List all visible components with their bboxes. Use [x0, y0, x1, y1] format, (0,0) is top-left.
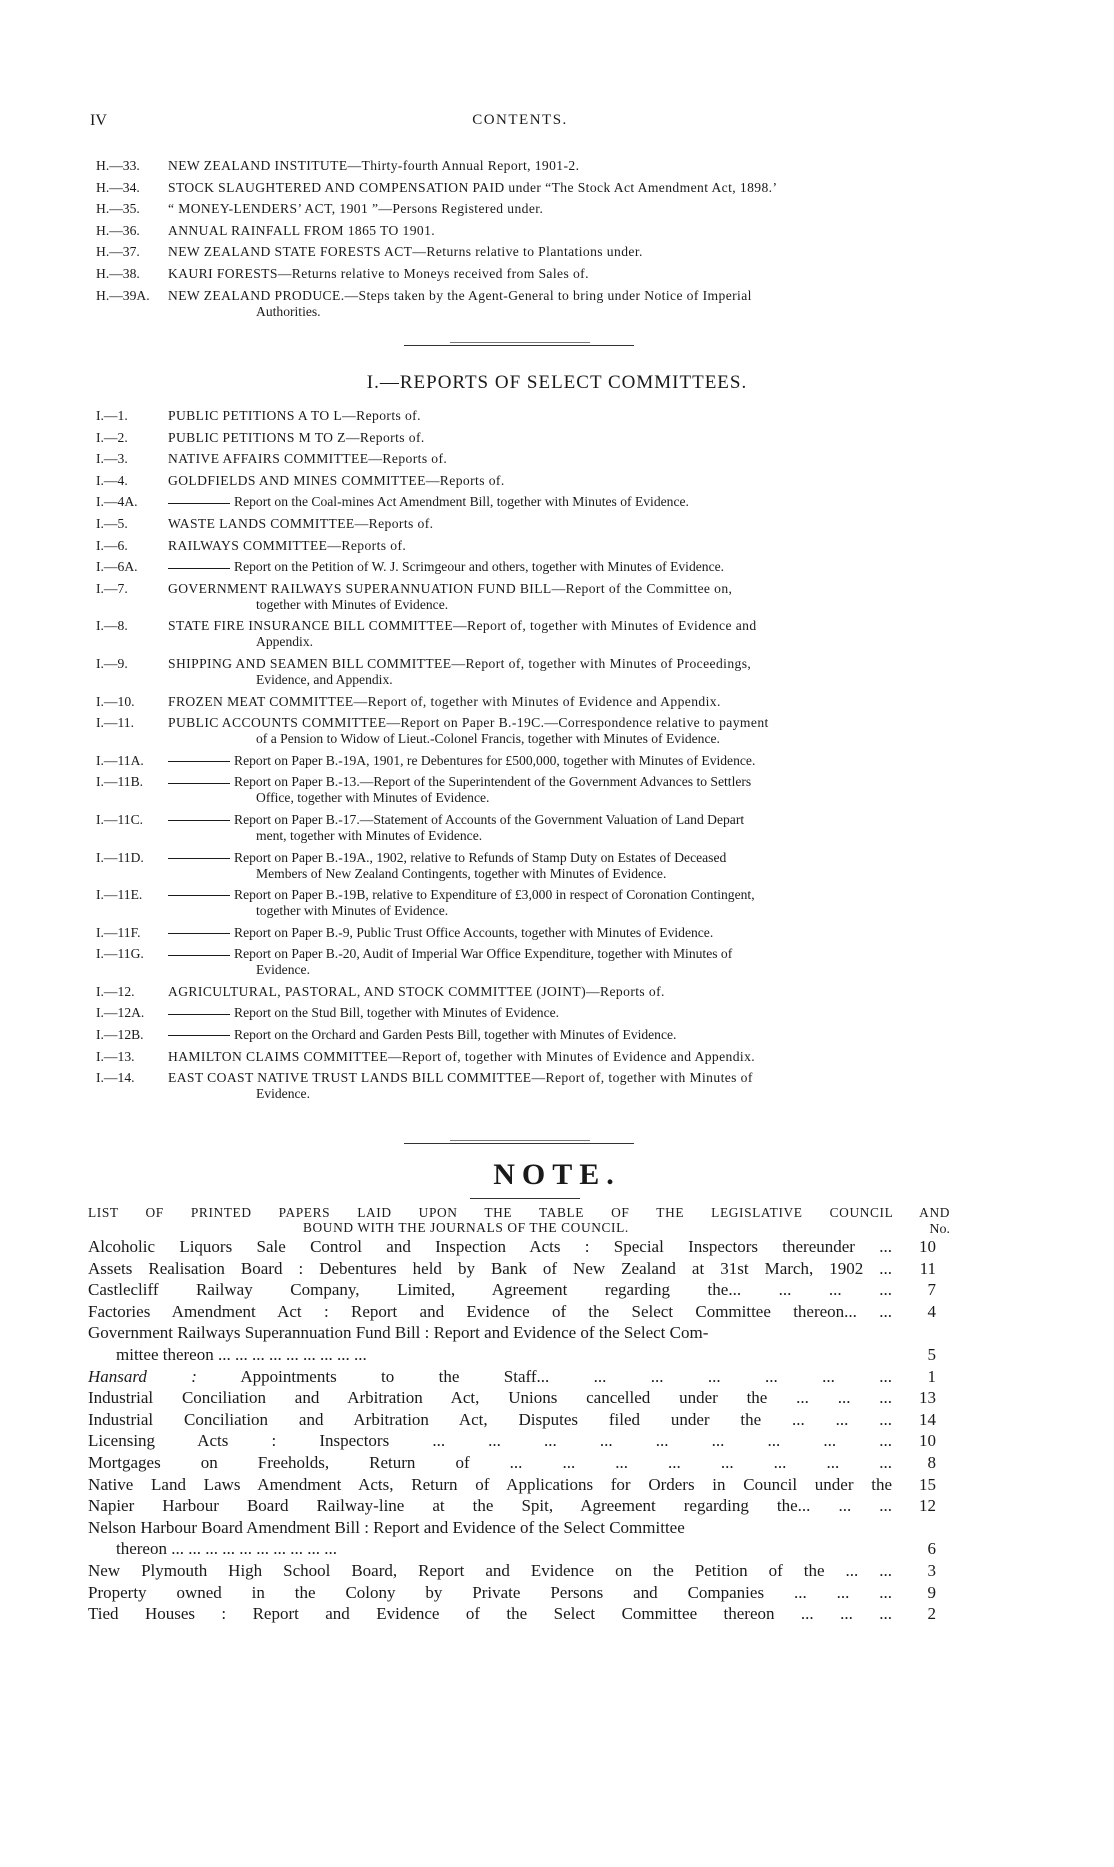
paper-code: H.—33.	[96, 158, 140, 173]
printed-paper-title	[88, 1279, 892, 1301]
printed-paper-title	[88, 1582, 892, 1604]
paper-code: I.—11G.	[96, 946, 144, 962]
printed-paper-item	[88, 1603, 950, 1625]
paper-title-text: STATE FIRE INSURANCE BILL COMMITTEE—Report of, together with Minutes of Evidence and	[168, 618, 757, 634]
printed-papers-list	[88, 1236, 950, 1625]
paper-title	[168, 266, 956, 282]
printed-paper-title-text: Licensing Acts : Inspectors ... ... ... ... ... ... ... ... ...	[88, 1431, 892, 1451]
printed-paper-number: 14	[919, 1409, 936, 1429]
paper-title-continuation: Members of New Zealand Contingents, together with Minutes of Evidence.	[256, 865, 667, 881]
paper-title	[168, 1070, 956, 1086]
paper-entry	[96, 494, 956, 510]
paper-title-text: “ MONEY-LENDERS’ ACT, 1901 ”—Persons Registered under.	[168, 201, 544, 217]
paper-code: H.—35.	[96, 201, 140, 217]
paper-entry	[96, 946, 956, 978]
paper-title-text: GOLDFIELDS AND MINES COMMITTEE—Reports of.	[168, 472, 505, 488]
printed-paper-item	[88, 1582, 950, 1604]
printed-paper-title-text: Tied Houses : Report and Evidence of the Select Committee thereon ... ... ...	[88, 1604, 892, 1624]
i-papers-list	[96, 408, 956, 1108]
paper-entry	[96, 538, 956, 554]
printed-paper-number: 8	[927, 1452, 936, 1472]
paper-title-text: KAURI FORESTS—Returns relative to Moneys received from Sales of.	[168, 265, 589, 281]
paper-entry	[96, 850, 956, 882]
paper-code: I.—3.	[96, 451, 128, 467]
paper-entry	[96, 516, 956, 532]
note-heading-line2: BOUND WITH THE JOURNALS OF THE COUNCIL.	[303, 1220, 629, 1235]
paper-title-text: HAMILTON CLAIMS COMMITTEE—Report of, together with Minutes of Evidence and Appendix.	[168, 1048, 756, 1064]
ditto-dash	[168, 933, 230, 934]
paper-title-text: NEW ZEALAND PRODUCE.—Steps taken by the Agent-General to bring under Notice of Imperial	[168, 287, 752, 303]
printed-paper-title	[88, 1387, 892, 1409]
paper-title	[168, 715, 956, 731]
ditto-dash	[168, 895, 230, 896]
printed-paper-title	[88, 1236, 892, 1258]
paper-title-text: Report on Paper B.-17.—Statement of Accounts of the Government Valuation of Land Depart	[234, 811, 745, 827]
paper-title-text: RAILWAYS COMMITTEE—Reports of.	[168, 537, 407, 553]
paper-title	[168, 158, 956, 174]
paper-code: I.—11A.	[96, 752, 144, 768]
paper-entry	[96, 158, 956, 174]
printed-paper-title	[88, 1603, 892, 1625]
note-divider	[404, 1143, 634, 1144]
printed-paper-title-text: Industrial Conciliation and Arbitration Act, Unions cancelled under the ... ... ...	[88, 1388, 892, 1408]
paper-code: I.—10.	[96, 693, 135, 709]
printed-paper-number: 1	[927, 1366, 936, 1386]
printed-paper-number: 9	[927, 1582, 936, 1602]
paper-entry	[96, 581, 956, 613]
printed-paper-title	[88, 1452, 892, 1474]
paper-title-text: SHIPPING AND SEAMEN BILL COMMITTEE—Report of, together with Minutes of Proceedings,	[168, 655, 752, 671]
paper-code: I.—1.	[96, 408, 128, 423]
printed-paper-title-text: Nelson Harbour Board Amendment Bill : Report and Evidence of the Select Committee	[88, 1517, 685, 1537]
paper-code: I.—5.	[96, 515, 128, 531]
ditto-dash	[168, 1014, 230, 1015]
paper-code: I.—13.	[96, 1048, 135, 1064]
paper-title-text: Report on the Coal-mines Act Amendment Bill, together with Minutes of Evidence.	[234, 494, 689, 510]
paper-title-continuation: together with Minutes of Evidence.	[256, 596, 449, 612]
paper-title-continuation: together with Minutes of Evidence.	[256, 903, 449, 919]
paper-entry	[96, 451, 956, 467]
paper-title	[168, 223, 956, 239]
paper-code: I.—11B.	[96, 774, 144, 790]
printed-paper-number: 11	[919, 1258, 936, 1278]
paper-title	[168, 1049, 956, 1065]
printed-paper-item	[88, 1452, 950, 1474]
paper-title-text: AGRICULTURAL, PASTORAL, AND STOCK COMMITTEE (JOINT)—Reports of.	[168, 983, 665, 999]
printed-paper-number: 3	[927, 1560, 936, 1580]
paper-title	[168, 925, 956, 941]
page-title: CONTENTS.	[472, 112, 568, 128]
printed-paper-item	[88, 1495, 950, 1517]
paper-title	[168, 694, 956, 710]
section-title: I.—REPORTS OF SELECT COMMITTEES.	[366, 372, 748, 393]
paper-code: I.—11E.	[96, 887, 143, 903]
section-divider	[404, 345, 634, 346]
paper-title-text: Report on Paper B.-13.—Report of the Superintendent of the Government Advances to Settlers	[234, 774, 752, 790]
paper-entry	[96, 473, 956, 489]
paper-entry	[96, 774, 956, 806]
paper-title-text: Report on Paper B.-20, Audit of Imperial War Office Expenditure, together with Minutes of	[234, 946, 733, 962]
paper-entry	[96, 244, 956, 260]
paper-code: H.—37.	[96, 244, 140, 260]
paper-title-text: Report on Paper B.-9, Public Trust Office Accounts, together with Minutes of Evidence.	[234, 924, 714, 940]
paper-title-text: NEW ZEALAND INSTITUTE—Thirty-fourth Annual Report, 1901-2.	[168, 158, 580, 173]
ditto-dash	[168, 1035, 230, 1036]
paper-title-text: EAST COAST NATIVE TRUST LANDS BILL COMMITTEE—Report of, together with Minutes of	[168, 1070, 753, 1086]
paper-code: I.—12B.	[96, 1027, 144, 1043]
paper-title	[168, 244, 956, 260]
printed-paper-title-text: Native Land Laws Amendment Acts, Return of Applications for Orders in Council under the	[88, 1474, 892, 1494]
paper-title	[168, 946, 956, 962]
paper-title-text: Report on Paper B.-19A, 1901, re Debentures for £500,000, together with Minutes of Evidence.	[234, 752, 756, 768]
printed-paper-title-text: Government Railways Superannuation Fund Bill : Report and Evidence of the Select Com-	[88, 1323, 709, 1343]
printed-paper-title-text: Napier Harbour Board Railway-line at the Spit, Agreement regarding the... ... ...	[88, 1496, 892, 1516]
paper-title	[168, 408, 956, 424]
paper-code: I.—2.	[96, 429, 128, 445]
paper-code: I.—6.	[96, 537, 128, 553]
paper-entry	[96, 430, 956, 446]
paper-code: I.—7.	[96, 580, 128, 596]
printed-paper-number: 12	[919, 1496, 936, 1516]
paper-code: I.—8.	[96, 618, 128, 634]
paper-title-text: Report on Paper B.-19B, relative to Expenditure of £3,000 in respect of Coronation Contingent,	[234, 887, 755, 903]
printed-paper-title	[88, 1301, 892, 1323]
printed-paper-number: 10	[919, 1431, 936, 1451]
paper-entry	[96, 1005, 956, 1021]
printed-paper-title-text: Castlecliff Railway Company, Limited, Agreement regarding the... ... ... ...	[88, 1280, 892, 1300]
paper-title-text: Report on the Stud Bill, together with Minutes of Evidence.	[234, 1005, 560, 1021]
paper-title-continuation: Evidence, and Appendix.	[256, 671, 393, 687]
paper-entry	[96, 223, 956, 239]
paper-title-continuation: ment, together with Minutes of Evidence.	[256, 827, 483, 843]
note-divider-accent	[450, 1140, 590, 1141]
paper-title-text: Report on the Petition of W. J. Scrimgeour and others, together with Minutes of Evidence.	[234, 559, 725, 575]
printed-paper-item	[88, 1322, 950, 1365]
paper-entry	[96, 180, 956, 196]
paper-entry	[96, 618, 956, 650]
paper-title	[168, 516, 956, 532]
paper-entry	[96, 715, 956, 747]
ditto-dash	[168, 568, 230, 569]
printed-paper-item	[88, 1474, 950, 1496]
h-papers-list	[96, 158, 956, 325]
paper-title-continuation: Appendix.	[256, 634, 314, 650]
paper-title-text: FROZEN MEAT COMMITTEE—Report of, together with Minutes of Evidence and Appendix.	[168, 693, 721, 709]
printed-paper-title	[88, 1366, 892, 1388]
printed-paper-title	[88, 1517, 892, 1539]
paper-code: H.—38.	[96, 265, 140, 281]
paper-title-text: NATIVE AFFAIRS COMMITTEE—Reports of.	[168, 451, 448, 467]
paper-title	[168, 984, 956, 1000]
page-number: IV	[90, 112, 107, 129]
ditto-dash	[168, 783, 230, 784]
printed-paper-title-continuation: mittee thereon ... ... ... ... ... ... ... ... ...	[116, 1344, 367, 1364]
paper-title	[168, 850, 956, 866]
paper-title	[168, 430, 956, 446]
paper-title	[168, 538, 956, 554]
printed-paper-title	[88, 1474, 892, 1496]
paper-title	[168, 494, 956, 510]
paper-entry	[96, 288, 956, 320]
paper-title	[168, 288, 956, 304]
ditto-dash	[168, 761, 230, 762]
paper-code: I.—12A.	[96, 1005, 145, 1021]
paper-code: I.—11F.	[96, 924, 141, 940]
paper-entry	[96, 1070, 956, 1102]
printed-paper-item	[88, 1430, 950, 1452]
number-column-header: No.	[929, 1222, 950, 1237]
printed-paper-title-text: New Plymouth High School Board, Report and Evidence on the Petition of the ... ...	[88, 1560, 892, 1580]
printed-paper-title-text: Mortgages on Freeholds, Return of ... ... ... ... ... ... ... ...	[88, 1452, 892, 1472]
paper-code: I.—11.	[96, 715, 135, 731]
printed-paper-title	[88, 1409, 892, 1431]
note-heading-line1: LIST OF PRINTED PAPERS LAID UPON THE TABLE OF THE LEGISLATIVE COUNCIL AND	[88, 1205, 950, 1220]
paper-title-continuation: Evidence.	[256, 1086, 310, 1102]
paper-code: I.—6A.	[96, 559, 138, 575]
printed-paper-item	[88, 1279, 950, 1301]
printed-paper-title-text: Assets Realisation Board : Debentures held by Bank of New Zealand at 31st March, 1902 ...	[88, 1258, 892, 1278]
paper-title-text: NEW ZEALAND STATE FORESTS ACT—Returns relative to Plantations under.	[168, 244, 643, 260]
paper-title	[168, 201, 956, 217]
paper-code: H.—39A.	[96, 287, 150, 303]
paper-code: I.—14.	[96, 1070, 135, 1086]
printed-paper-title	[88, 1495, 892, 1517]
printed-paper-item	[88, 1301, 950, 1323]
printed-paper-number: 4	[927, 1301, 936, 1321]
ditto-dash	[168, 503, 230, 504]
paper-title	[168, 581, 956, 597]
paper-title-continuation: of a Pension to Widow of Lieut.-Colonel Francis, together with Minutes of Evidence.	[256, 731, 720, 747]
paper-title-text: STOCK SLAUGHTERED AND COMPENSATION PAID under “The Stock Act Amendment Act, 1898.’	[168, 179, 778, 195]
note-title-underline	[470, 1198, 580, 1199]
printed-paper-title	[88, 1322, 892, 1344]
paper-title-text: GOVERNMENT RAILWAYS SUPERANNUATION FUND BILL—Report of the Committee on,	[168, 580, 733, 596]
paper-title-text: Report on the Orchard and Garden Pests Bill, together with Minutes of Evidence.	[234, 1027, 677, 1043]
paper-code: H.—34.	[96, 179, 140, 195]
note-heading	[88, 1205, 950, 1235]
paper-entry	[96, 656, 956, 688]
printed-paper-title-text: Factories Amendment Act : Report and Evidence of the Select Committee thereon... ...	[88, 1301, 892, 1321]
printed-paper-title-text: Industrial Conciliation and Arbitration Act, Disputes filed under the ... ... ...	[88, 1409, 892, 1429]
paper-entry	[96, 266, 956, 282]
paper-code: I.—4A.	[96, 494, 138, 510]
printed-paper-item	[88, 1560, 950, 1582]
paper-entry	[96, 201, 956, 217]
paper-title-text: PUBLIC PETITIONS A TO L—Reports of.	[168, 408, 421, 423]
paper-title	[168, 753, 956, 769]
printed-paper-title-text: Property owned in the Colony by Private Persons and Companies ... ... ...	[88, 1582, 892, 1602]
paper-title-text: WASTE LANDS COMMITTEE—Reports of.	[168, 515, 434, 531]
printed-paper-item	[88, 1236, 950, 1258]
printed-paper-title-text: Appointments to the Staff... ... ... ... ... ... ...	[240, 1366, 893, 1386]
paper-code: I.—11C.	[96, 811, 144, 827]
paper-title	[168, 180, 956, 196]
paper-entry	[96, 984, 956, 1000]
printed-paper-number: 13	[919, 1388, 936, 1408]
printed-paper-item	[88, 1387, 950, 1409]
paper-entry	[96, 753, 956, 769]
page-header	[90, 112, 950, 134]
paper-entry	[96, 1049, 956, 1065]
printed-paper-number: 2	[927, 1604, 936, 1624]
paper-title	[168, 887, 956, 903]
paper-title-text: PUBLIC ACCOUNTS COMMITTEE—Report on Paper B.-19C.—Correspondence relative to payment	[168, 715, 769, 731]
paper-title-continuation: Office, together with Minutes of Evidence.	[256, 790, 490, 806]
paper-entry	[96, 408, 956, 424]
printed-paper-number: 5	[927, 1344, 936, 1364]
paper-title	[168, 656, 956, 672]
paper-title	[168, 559, 956, 575]
paper-title	[168, 1005, 956, 1021]
paper-entry	[96, 559, 956, 575]
printed-paper-title	[88, 1258, 892, 1280]
ditto-dash	[168, 955, 230, 956]
paper-entry	[96, 694, 956, 710]
paper-title-text: ANNUAL RAINFALL FROM 1865 TO 1901.	[168, 222, 436, 238]
paper-title	[168, 774, 956, 790]
printed-paper-number: 6	[927, 1539, 936, 1559]
printed-paper-title-continuation: thereon ... ... ... ... ... ... ... ... ... ...	[116, 1539, 337, 1559]
printed-paper-item	[88, 1517, 950, 1560]
printed-paper-title-text: Alcoholic Liquors Sale Control and Inspection Acts : Special Inspectors thereunder ...	[88, 1237, 892, 1256]
paper-title	[168, 618, 956, 634]
printed-paper-item	[88, 1366, 950, 1388]
paper-title-continuation: Evidence.	[256, 962, 310, 978]
printed-paper-item	[88, 1409, 950, 1431]
printed-paper-title	[88, 1430, 892, 1452]
paper-title	[168, 473, 956, 489]
paper-title-text: Report on Paper B.-19A., 1902, relative to Refunds of Stamp Duty on Estates of Deceased	[234, 849, 727, 865]
section-divider-accent	[450, 342, 590, 343]
paper-code: I.—4.	[96, 472, 128, 488]
printed-paper-title	[88, 1560, 892, 1582]
paper-title-continuation: Authorities.	[256, 303, 321, 319]
paper-entry	[96, 812, 956, 844]
ditto-dash	[168, 858, 230, 859]
paper-entry	[96, 887, 956, 919]
paper-entry	[96, 1027, 956, 1043]
printed-paper-item	[88, 1258, 950, 1280]
note-title: NOTE.	[493, 1158, 621, 1191]
ditto-dash	[168, 820, 230, 821]
paper-entry	[96, 925, 956, 941]
printed-paper-title-italic: Hansard :	[88, 1366, 197, 1386]
paper-title	[168, 1027, 956, 1043]
paper-title-text: PUBLIC PETITIONS M TO Z—Reports of.	[168, 429, 425, 445]
printed-paper-number: 15	[919, 1474, 936, 1494]
paper-title	[168, 451, 956, 467]
printed-paper-number: 10	[919, 1237, 936, 1256]
printed-paper-number: 7	[927, 1280, 936, 1300]
paper-code: H.—36.	[96, 222, 140, 238]
paper-code: I.—12.	[96, 983, 135, 999]
paper-title	[168, 812, 956, 828]
paper-code: I.—9.	[96, 655, 128, 671]
paper-code: I.—11D.	[96, 849, 144, 865]
